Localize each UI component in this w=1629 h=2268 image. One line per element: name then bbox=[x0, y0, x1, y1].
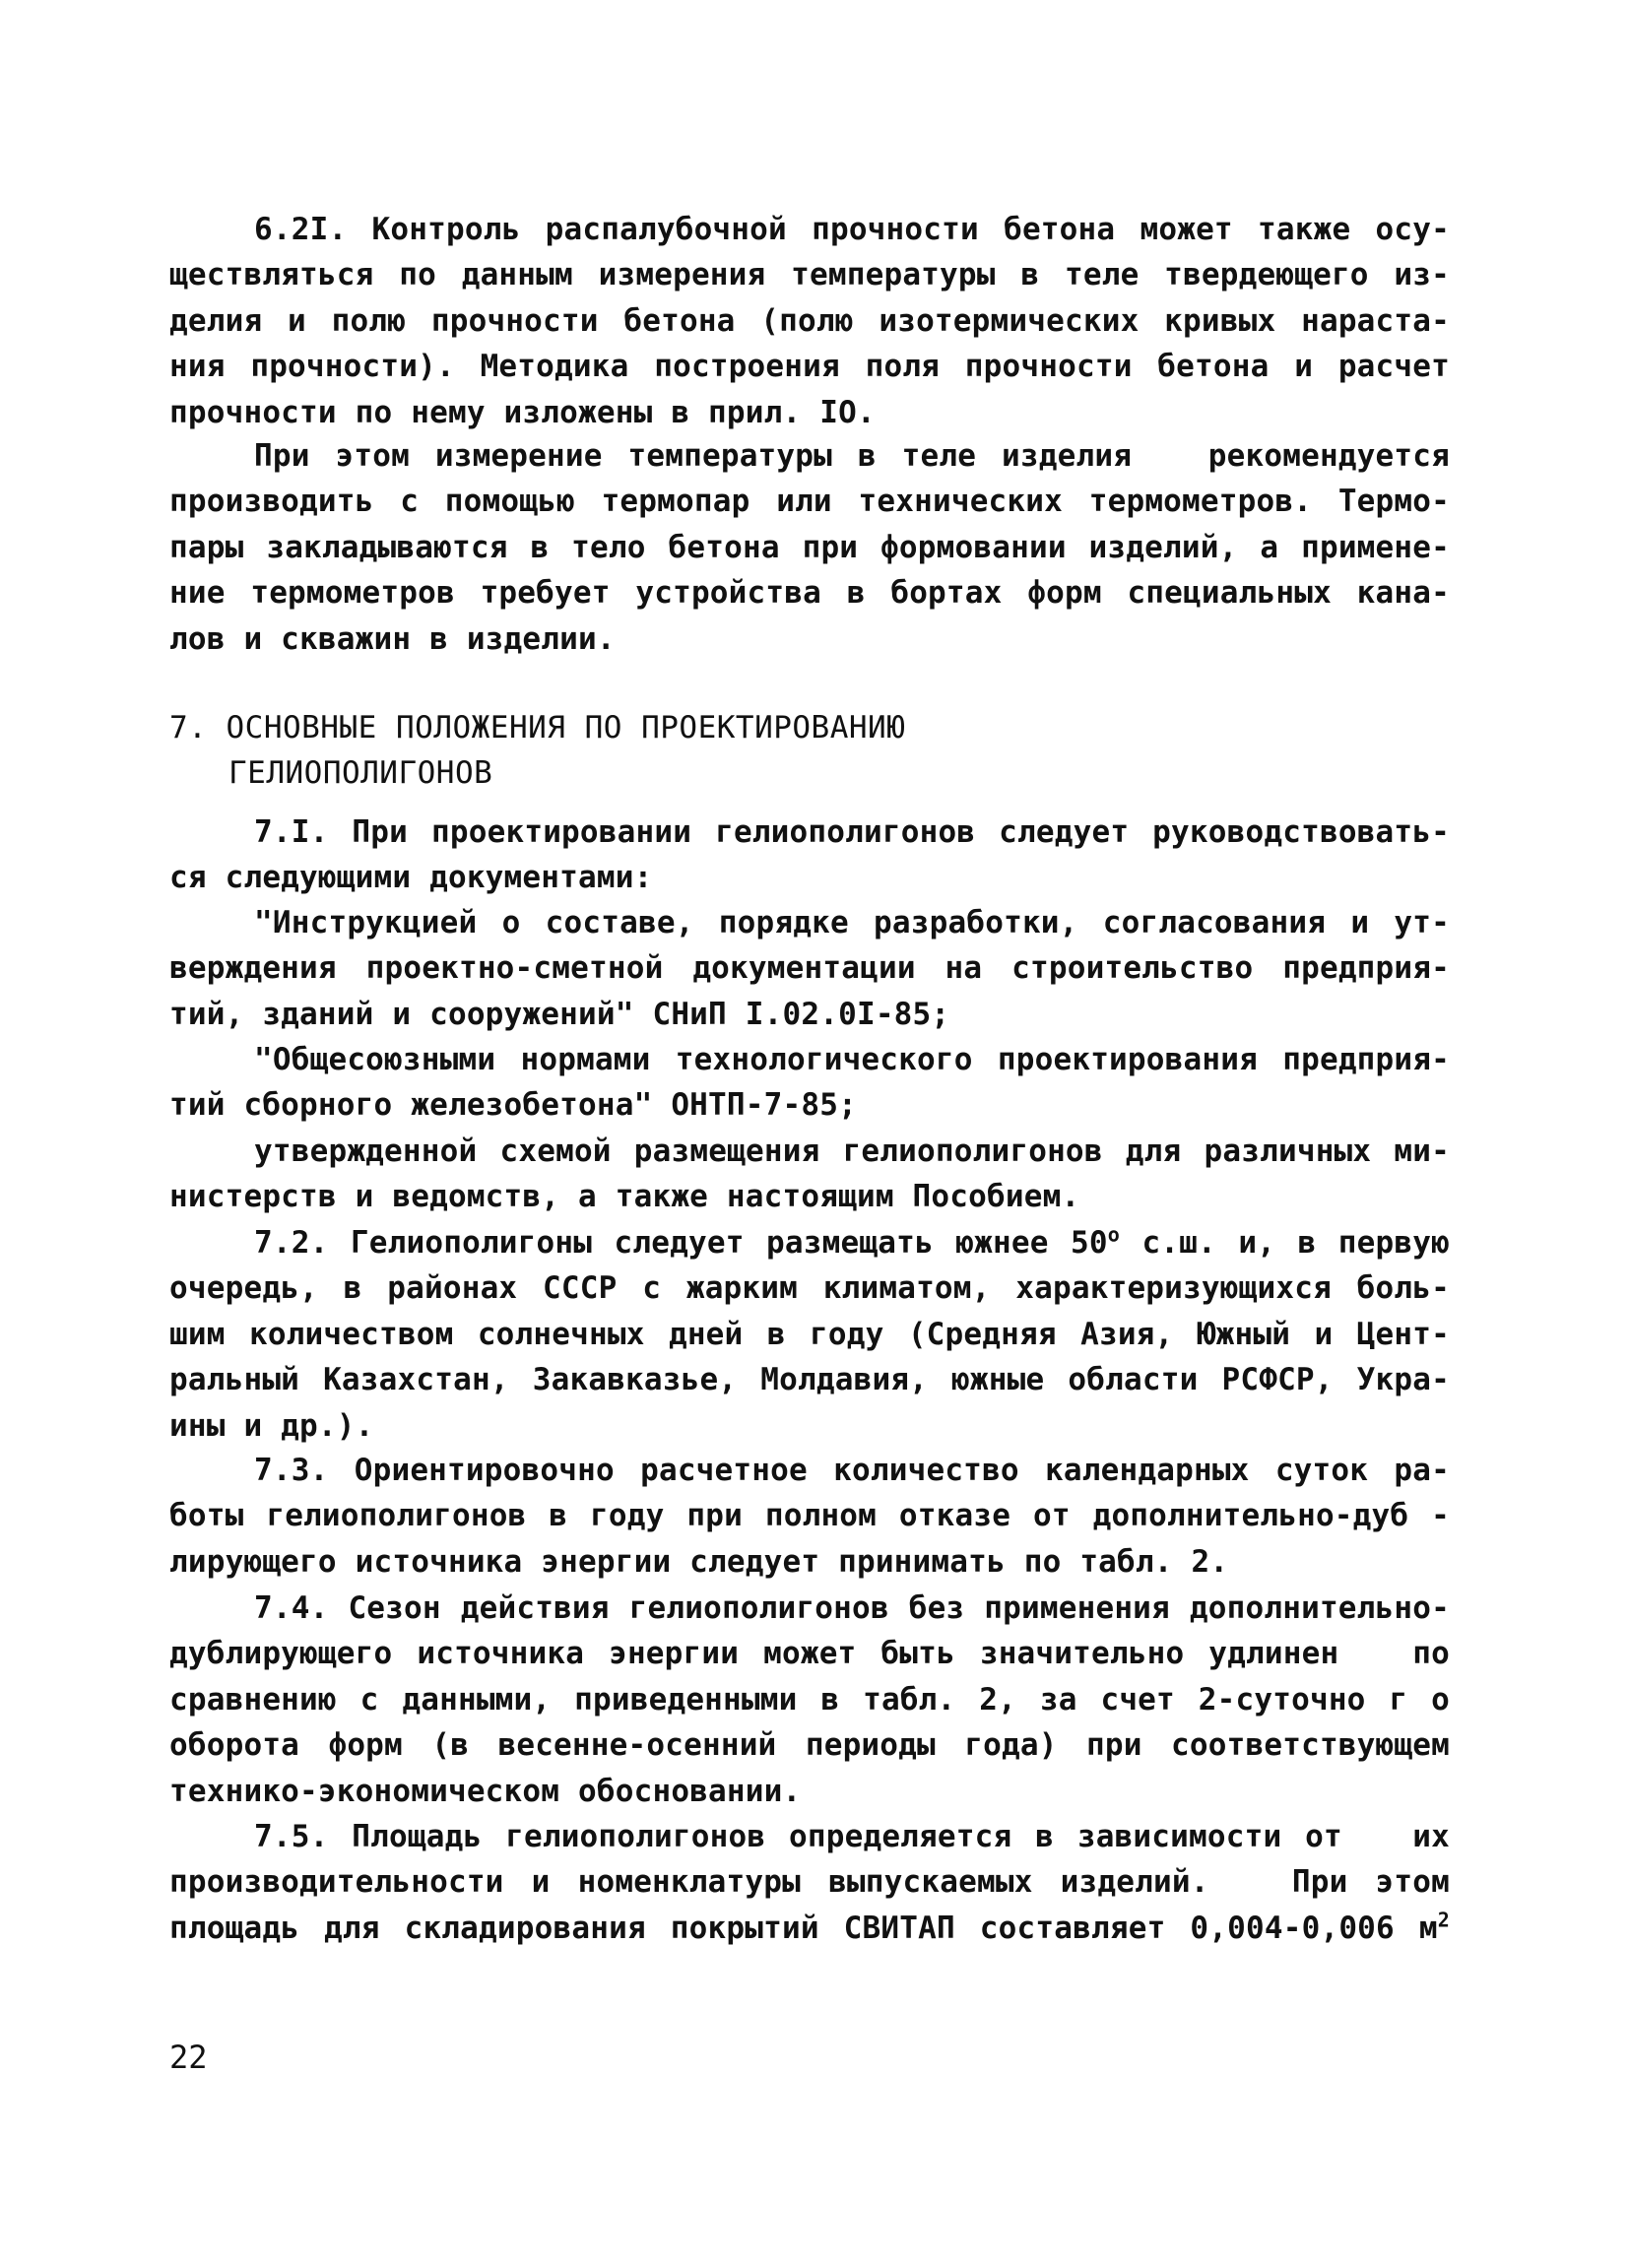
text-line: оборота форм (в весенне-осенний периоды года) при соответствующем bbox=[169, 1727, 1450, 1764]
text-line: 7.3. Ориентировочно расчетное количество календарных суток ра- bbox=[254, 1453, 1450, 1488]
text-line: тий сборного железобетона" ОНТП-7-85; bbox=[169, 1087, 857, 1124]
text-line: нистерств и ведомств, а также настоящим Пособием. bbox=[169, 1179, 1080, 1215]
text-line: "Общесоюзными нормами технологического проектирования предприя- bbox=[254, 1042, 1450, 1077]
text-line: тий, зданий и сооружений" СНиП I.02.0I-85; bbox=[169, 996, 950, 1032]
text-line: сравнению с данными, приведенными в табл. 2, за счет 2-суточно г о bbox=[169, 1681, 1450, 1717]
section-7-heading bbox=[169, 705, 905, 797]
text-line: 7.4. Сезон действия гелиополигонов без применения дополнительно- bbox=[254, 1590, 1450, 1626]
text-line: лов и скважин в изделии. bbox=[169, 620, 616, 657]
paragraph-7-1-scheme bbox=[169, 1129, 1450, 1220]
square-superscript: 2 bbox=[1437, 1908, 1450, 1932]
text-line: прочности по нему изложены в прил. IO. bbox=[169, 394, 876, 430]
paragraph-7-1-norms bbox=[169, 1037, 1450, 1129]
text-line: боты гелиополигонов в году при полном отказе от дополнительно-дуб - bbox=[169, 1498, 1450, 1534]
text-line: производительности и номенклатуры выпускаемых изделий. При этом bbox=[169, 1864, 1450, 1901]
paragraph-7-5 bbox=[169, 1814, 1450, 1951]
paragraph-7-4 bbox=[169, 1586, 1450, 1814]
text-line bbox=[169, 1906, 1450, 1951]
section-heading-line: ГЕЛИОПОЛИГОНОВ bbox=[228, 755, 493, 792]
text-line: "Инструкцией о составе, порядке разработки, согласования и ут- bbox=[254, 905, 1450, 940]
text-line: технико-экономическом обосновании. bbox=[169, 1773, 802, 1809]
text-line: ся следующими документами: bbox=[169, 860, 653, 896]
paragraph-6-21 bbox=[169, 207, 1450, 435]
text-line: 7.5. Площадь гелиополигонов определяется в зависимости от их bbox=[254, 1819, 1450, 1854]
text-line: лирующего источника энергии следует принимать по табл. 2. bbox=[169, 1543, 1229, 1580]
degree-superscript: о bbox=[1107, 1222, 1120, 1247]
text-line: производить с помощью термопар или технических термометров. Термо- bbox=[169, 484, 1450, 520]
paragraph-7-1 bbox=[169, 810, 1450, 901]
text-line: ществляться по данным измерения температуры в теле твердеющего из- bbox=[169, 257, 1450, 293]
text-line: 7.I. При проектировании гелиополигонов следует руководствовать- bbox=[254, 814, 1450, 850]
text-line: шим количеством солнечных дней в году (Средняя Азия, Южный и Цент- bbox=[169, 1316, 1450, 1352]
text-line: ральный Казахстан, Закавказье, Молдавия, южные области РСФСР, Укра- bbox=[169, 1362, 1450, 1398]
text-line: утвержденной схемой размещения гелиополигонов для различных ми- bbox=[254, 1134, 1450, 1169]
paragraph-6-21-measurement bbox=[169, 433, 1450, 662]
text-line bbox=[169, 1220, 1450, 1265]
text-line: пары закладываются в тело бетона при формовании изделий, а примене- bbox=[169, 529, 1450, 565]
page-number: 22 bbox=[169, 2039, 208, 2076]
paragraph-7-2 bbox=[169, 1220, 1450, 1449]
text-line: делия и полю прочности бетона (полю изотермических кривых нараста- bbox=[169, 302, 1450, 339]
text-fragment: 7.2. Гелиополигоны следует размещать южнее 50 bbox=[254, 1225, 1108, 1261]
section-heading-line: 7. ОСНОВНЫЕ ПОЛОЖЕНИЯ ПО ПРОЕКТИРОВАНИЮ bbox=[169, 710, 906, 745]
text-line: При этом измерение температуры в теле изделия рекомендуется bbox=[254, 438, 1450, 474]
text-line: дублирующего источника энергии может быть значительно удлинен по bbox=[169, 1636, 1450, 1672]
text-line: ние термометров требует устройства в бортах форм специальных кана- bbox=[169, 575, 1450, 612]
text-fragment: с.ш. и, в первую bbox=[1120, 1225, 1450, 1261]
text-line: верждения проектно-сметной документации на строительство предприя- bbox=[169, 950, 1450, 987]
text-line: очередь, в районах СССР с жарким климатом, характеризующихся боль- bbox=[169, 1270, 1450, 1307]
paragraph-7-1-instruction bbox=[169, 900, 1450, 1037]
text-line: 6.2I. Контроль распалубочной прочности бетона может также осу- bbox=[254, 212, 1450, 247]
text-fragment: площадь для складирования покрытий СВИТАП составляет 0,004-0,006 м bbox=[169, 1910, 1438, 1946]
text-line: ины и др.). bbox=[169, 1407, 374, 1444]
text-line: ния прочности). Методика построения поля прочности бетона и расчет bbox=[169, 349, 1450, 385]
paragraph-7-3 bbox=[169, 1448, 1450, 1585]
